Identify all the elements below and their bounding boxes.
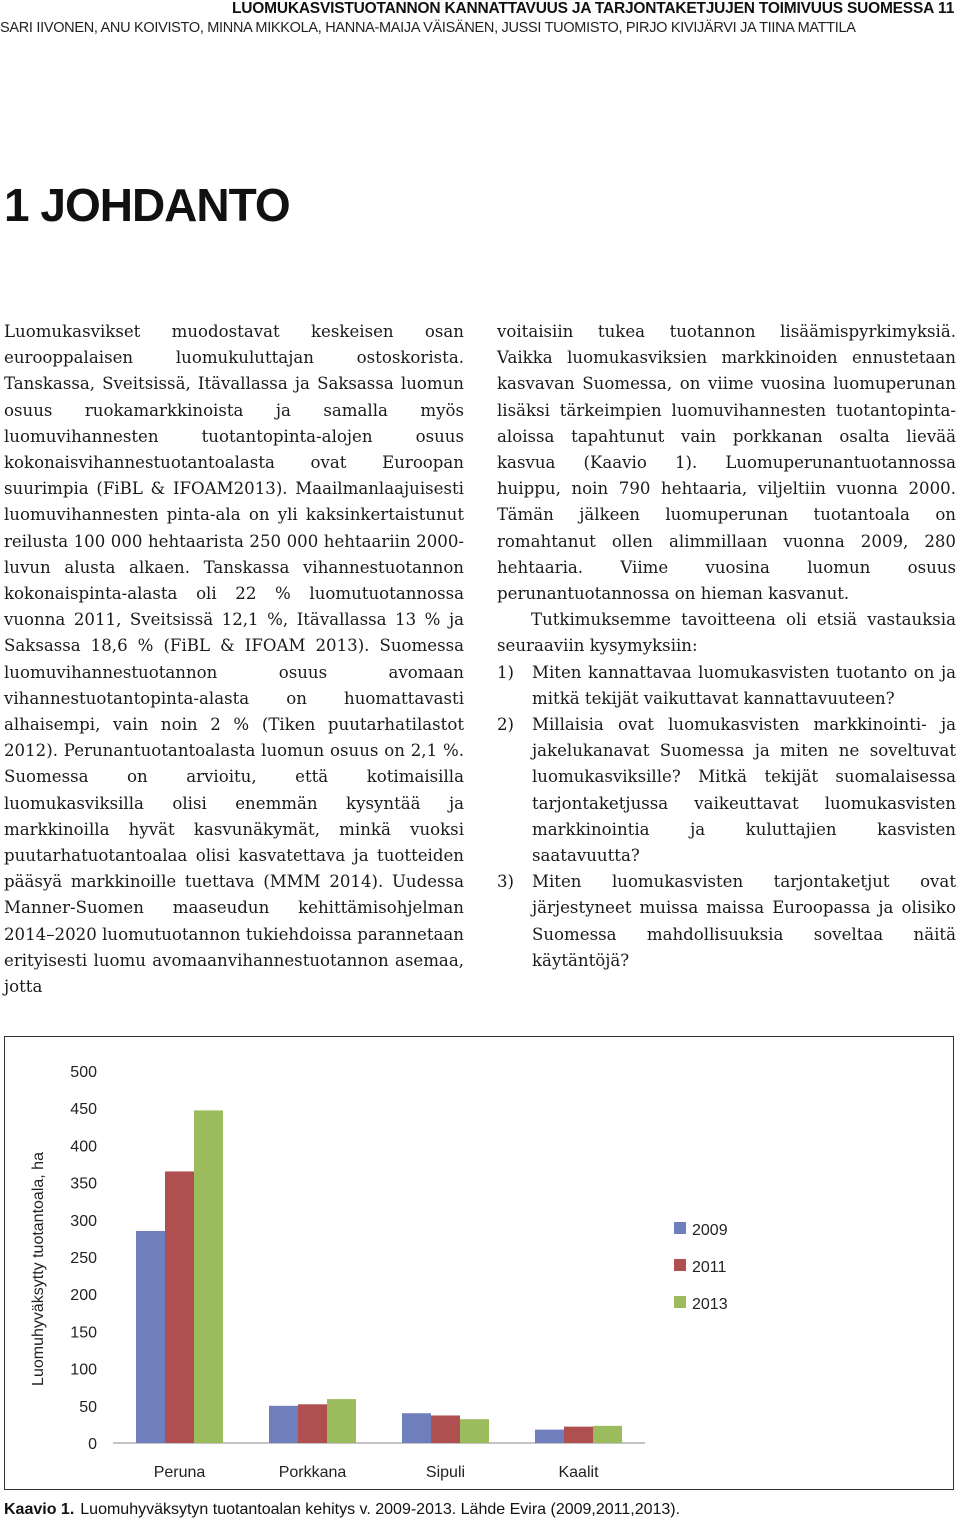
legend-swatch: [674, 1296, 686, 1308]
bar-2009-kaalit: [535, 1430, 564, 1443]
list-number: 3): [497, 872, 515, 892]
y-tick-label: 400: [70, 1138, 97, 1156]
legend-label: 2013: [692, 1296, 728, 1313]
bar-2011-sipuli: [431, 1415, 460, 1443]
right-column: [497, 319, 956, 974]
y-tick-label: 50: [79, 1398, 97, 1416]
running-header-title: LUOMUKASVISTUOTANNON KANNATTAVUUS JA TARJONTAKETJUJEN TOIMIVUUS SUOMESSA: [232, 0, 935, 17]
bar-2013-kaalit: [593, 1426, 622, 1443]
x-tick-label: Kaalit: [558, 1464, 599, 1481]
bar-2009-sipuli: [402, 1413, 431, 1443]
y-axis-label: Luomuhyväksytty tuotantoala, ha: [30, 1152, 47, 1386]
bar-2013-porkkana: [327, 1399, 356, 1443]
caption-text: Luomuhyväksytyn tuotantoalan kehitys v. 2009-2013. Lähde Evira (2009,2011,2013).: [80, 1501, 681, 1518]
y-tick-label: 250: [70, 1250, 97, 1267]
chart-canvas: [5, 1037, 955, 1491]
list-text: Miten kannattavaa luomukasvisten tuotanto on ja mitkä tekijät vaikuttavat kannattavuuteen?: [532, 662, 956, 708]
x-tick-label: Sipuli: [425, 1464, 466, 1481]
y-tick-label: 450: [70, 1101, 97, 1119]
bar-2011-peruna: [165, 1171, 194, 1443]
figure-caption: [4, 1501, 680, 1519]
legend-label: 2009: [692, 1222, 728, 1239]
y-tick-label: 200: [70, 1287, 97, 1305]
bar-2013-sipuli: [460, 1419, 489, 1443]
bar-chart: [4, 1036, 954, 1490]
list-item: [497, 869, 956, 974]
caption-label: Kaavio 1.: [4, 1501, 75, 1518]
list-item: [497, 660, 956, 712]
y-tick-label: 300: [70, 1212, 97, 1230]
x-tick-label: Porkkana: [278, 1464, 347, 1481]
y-tick-label: 150: [70, 1324, 97, 1342]
y-tick-label: 0: [88, 1436, 97, 1453]
body-paragraph: Luomukasvikset muodostavat keskeisen osan eurooppalaisen luomukuluttajan ostoskorista. Tanskassa, Sveitsissä, Itävallassa ja Saksassa luomun osuus ruokamarkkinoista ja samalla myös luomuvihannesten tuotantopinta-alojen osuus kokonaisvihannestuotantoalasta ovat Euroopan suurimpia (FiBL & IFOAM2013). Maailmanlaajuisesti luomuvihannesten pinta-ala on yli kaksinkertaistunut reilusta 100 000 hehtaarista 250 000 hehtaariin 2000-luvun alusta alkaen. Tanskassa vihannestuotannon kokonaispinta-alasta oli 22 % luomutuotannossa vuonna 2011, Sveitsissä 12,1 %, Itävallassa 13 % ja Saksassa 18,6 % (FiBL & IFOAM 2013). Suomessa luomuvihannestuotannon osuus avomaan vihannestuotantopinta-alasta on huomattavasti alhaisempi, vain noin 2 % (Tiken puutarhatilastot 2012). Perunantuotantoalasta luomun osuus on 2,1 %. Suomessa on arvioitu, että kotimaisilla luomukasviksilla olisi enemmän kysyntää ja markkinoilla hyvät kasvunäkymät, minkä vuoksi puutarhatuotantoalaa olisi kasvatettava ja tuotteiden pääsyä markkinoille tuettava (MMM 2014). Uudessa Manner-Suomen maaseudun kehittämisohjelman 2014–2020 luomutuotannon tukiehdoissa parannetaan erityisesti luomu avomaanvihannestuotannon asemaa, jotta: [4, 322, 464, 997]
y-tick-label: 350: [70, 1175, 97, 1193]
chapter-title: 1 JOHDANTO: [4, 179, 290, 231]
bar-2009-peruna: [136, 1231, 165, 1443]
body-paragraph: Tutkimuksemme tavoitteena oli etsiä vastauksia seuraaviin kysymyksiin:: [497, 610, 956, 656]
list-number: 2): [497, 715, 515, 735]
legend-swatch: [674, 1259, 686, 1271]
research-questions: [497, 660, 956, 974]
bar-2011-kaalit: [564, 1427, 593, 1443]
body-paragraph: voitaisiin tukea tuotannon lisäämispyrkimyksiä. Vaikka luomukasviksien markkinoiden ennustetaan kasvavan Suomessa, on viime vuosina luomuperunan lisäksi tärkeimpien luomuvihannesten tuotantopinta-aloissa tapahtunut vain porkkanan osalta lievää kasvua (Kaavio 1). Luomuperunantuotannossa huippu, noin 790 hehtaaria, viljeltiin vuonna 2000. Tämän jälkeen luomuperunan tuotantoala on romahtanut ollen alimmillaan vuonna 2009, 280 hehtaaria. Viime vuosina luomun osuus perunantuotannossa on hieman kasvanut.: [497, 322, 956, 604]
running-header-authors: SARI IIVONEN, ANU KOIVISTO, MINNA MIKKOLA, HANNA-MAIJA VÄISÄNEN, JUSSI TUOMISTO, PIRJO KIVIJÄRVI JA TIINA MATTILA: [0, 20, 856, 36]
legend-swatch: [674, 1222, 686, 1234]
bar-2009-porkkana: [269, 1406, 298, 1443]
x-tick-label: Peruna: [153, 1464, 206, 1481]
y-tick-label: 100: [70, 1361, 97, 1379]
list-text: Miten luomukasvisten tarjontaketjut ovat järjestyneet muissa maissa Euroopassa ja olisiko Suomessa mahdollisuuksia soveltaa näitä käytäntöjä?: [532, 872, 956, 970]
list-text: Millaisia ovat luomukasvisten markkinointi- ja jakelukanavat Suomessa ja miten ne soveltuvat luomukasviksille? Mitkä tekijät suomalaisessa tarjontaketjussa vaikeuttavat luomukasvisten markkinointia ja kuluttajien kasvisten saatavuutta?: [532, 715, 956, 866]
legend-label: 2011: [692, 1259, 727, 1276]
y-tick-label: 500: [70, 1064, 97, 1081]
left-column: [4, 319, 464, 1000]
page-number: 11: [938, 0, 955, 17]
bar-2013-peruna: [194, 1110, 223, 1443]
bar-2011-porkkana: [298, 1404, 327, 1443]
list-number: 1): [497, 662, 515, 682]
list-item: [497, 712, 956, 869]
